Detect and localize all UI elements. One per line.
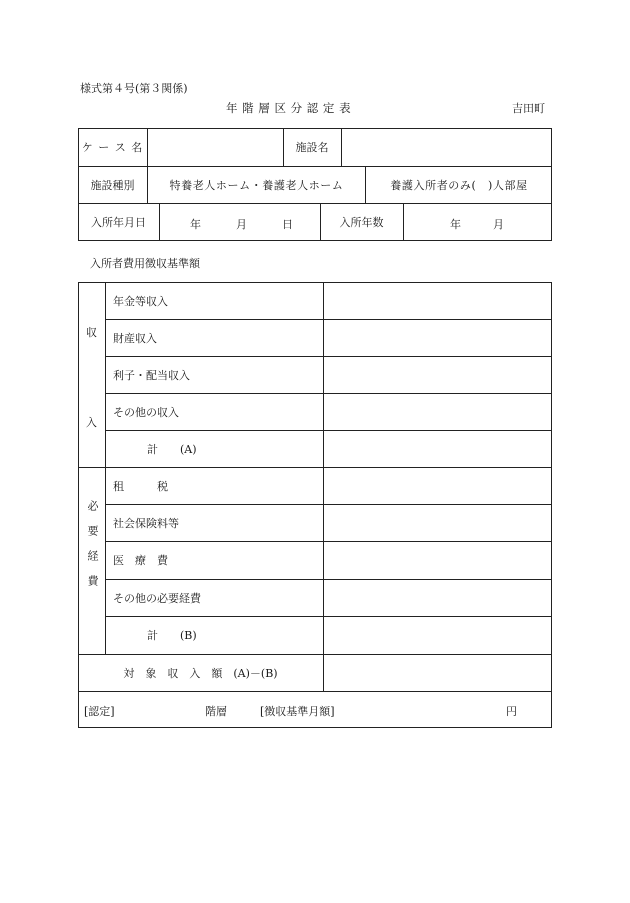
group-col-divider <box>105 282 106 654</box>
room-type: 養護入所者のみ( )人部屋 <box>390 178 528 192</box>
town-name: 吉田町 <box>512 102 545 115</box>
income-row-other: その他の収入 <box>113 405 179 419</box>
facility-name-label: 施設名 <box>295 141 329 154</box>
month-unit: 月 <box>236 218 247 231</box>
amount-field[interactable] <box>324 579 552 616</box>
admission-years-label: 入所年数 <box>339 216 384 229</box>
target-income-field[interactable] <box>324 654 552 691</box>
expense-total-label: 計 (B) <box>147 629 197 642</box>
section-line <box>78 691 552 692</box>
form-number: 様式第４号(第３関係) <box>80 82 188 95</box>
certified-label: [認定] <box>84 705 115 718</box>
facility-type-value: 特養老人ホーム・養護老人ホーム <box>169 178 344 192</box>
amount-field[interactable] <box>324 504 552 541</box>
amount-field[interactable] <box>324 282 552 319</box>
amount-field[interactable] <box>324 467 552 504</box>
level-label: 階層 <box>205 705 227 718</box>
monthly-amount-label: [徴収基準月額] <box>260 705 335 718</box>
target-income-label: 対 象 収 入 額 (A)－(B) <box>123 666 278 680</box>
years-unit: 年 <box>450 218 461 231</box>
admission-date-label: 入所年月日 <box>91 216 146 229</box>
income-row-interest: 利子・配当収入 <box>113 368 190 382</box>
year-unit: 年 <box>190 218 201 231</box>
amount-field[interactable] <box>324 430 552 467</box>
expenses-group-label: 必要経費 <box>86 500 99 600</box>
section-title: 入所者費用徴収基準額 <box>90 257 200 270</box>
amount-field[interactable] <box>324 356 552 393</box>
case-name-label: ケ ー ス 名 <box>81 141 144 154</box>
amount-field[interactable] <box>324 616 552 654</box>
months-unit: 月 <box>493 218 504 231</box>
expense-row-tax: 租 税 <box>113 479 168 493</box>
info-col-divider <box>159 203 160 241</box>
amount-field[interactable] <box>324 393 552 430</box>
income-row-property: 財産収入 <box>113 331 157 345</box>
income-total-label: 計 (A) <box>147 442 197 456</box>
page-title: 年 階 層 区 分 認 定 表 <box>226 101 352 115</box>
yen-label: 円 <box>506 705 517 718</box>
case-name-field[interactable] <box>148 128 283 166</box>
income-group-label-bottom: 入 <box>86 416 97 429</box>
income-group-label-top: 収 <box>86 326 97 339</box>
expense-row-other: その他の必要経費 <box>113 591 201 605</box>
income-row-pension: 年金等収入 <box>113 294 168 308</box>
day-unit: 日 <box>282 218 293 231</box>
expense-row-medical: 医 療 費 <box>113 554 168 567</box>
amount-field[interactable] <box>324 319 552 356</box>
expense-row-social-insurance: 社会保険料等 <box>113 516 179 530</box>
amount-field[interactable] <box>324 541 552 579</box>
facility-type-label: 施設種別 <box>90 178 135 192</box>
facility-name-field[interactable] <box>342 128 552 166</box>
info-col-divider <box>403 203 404 241</box>
